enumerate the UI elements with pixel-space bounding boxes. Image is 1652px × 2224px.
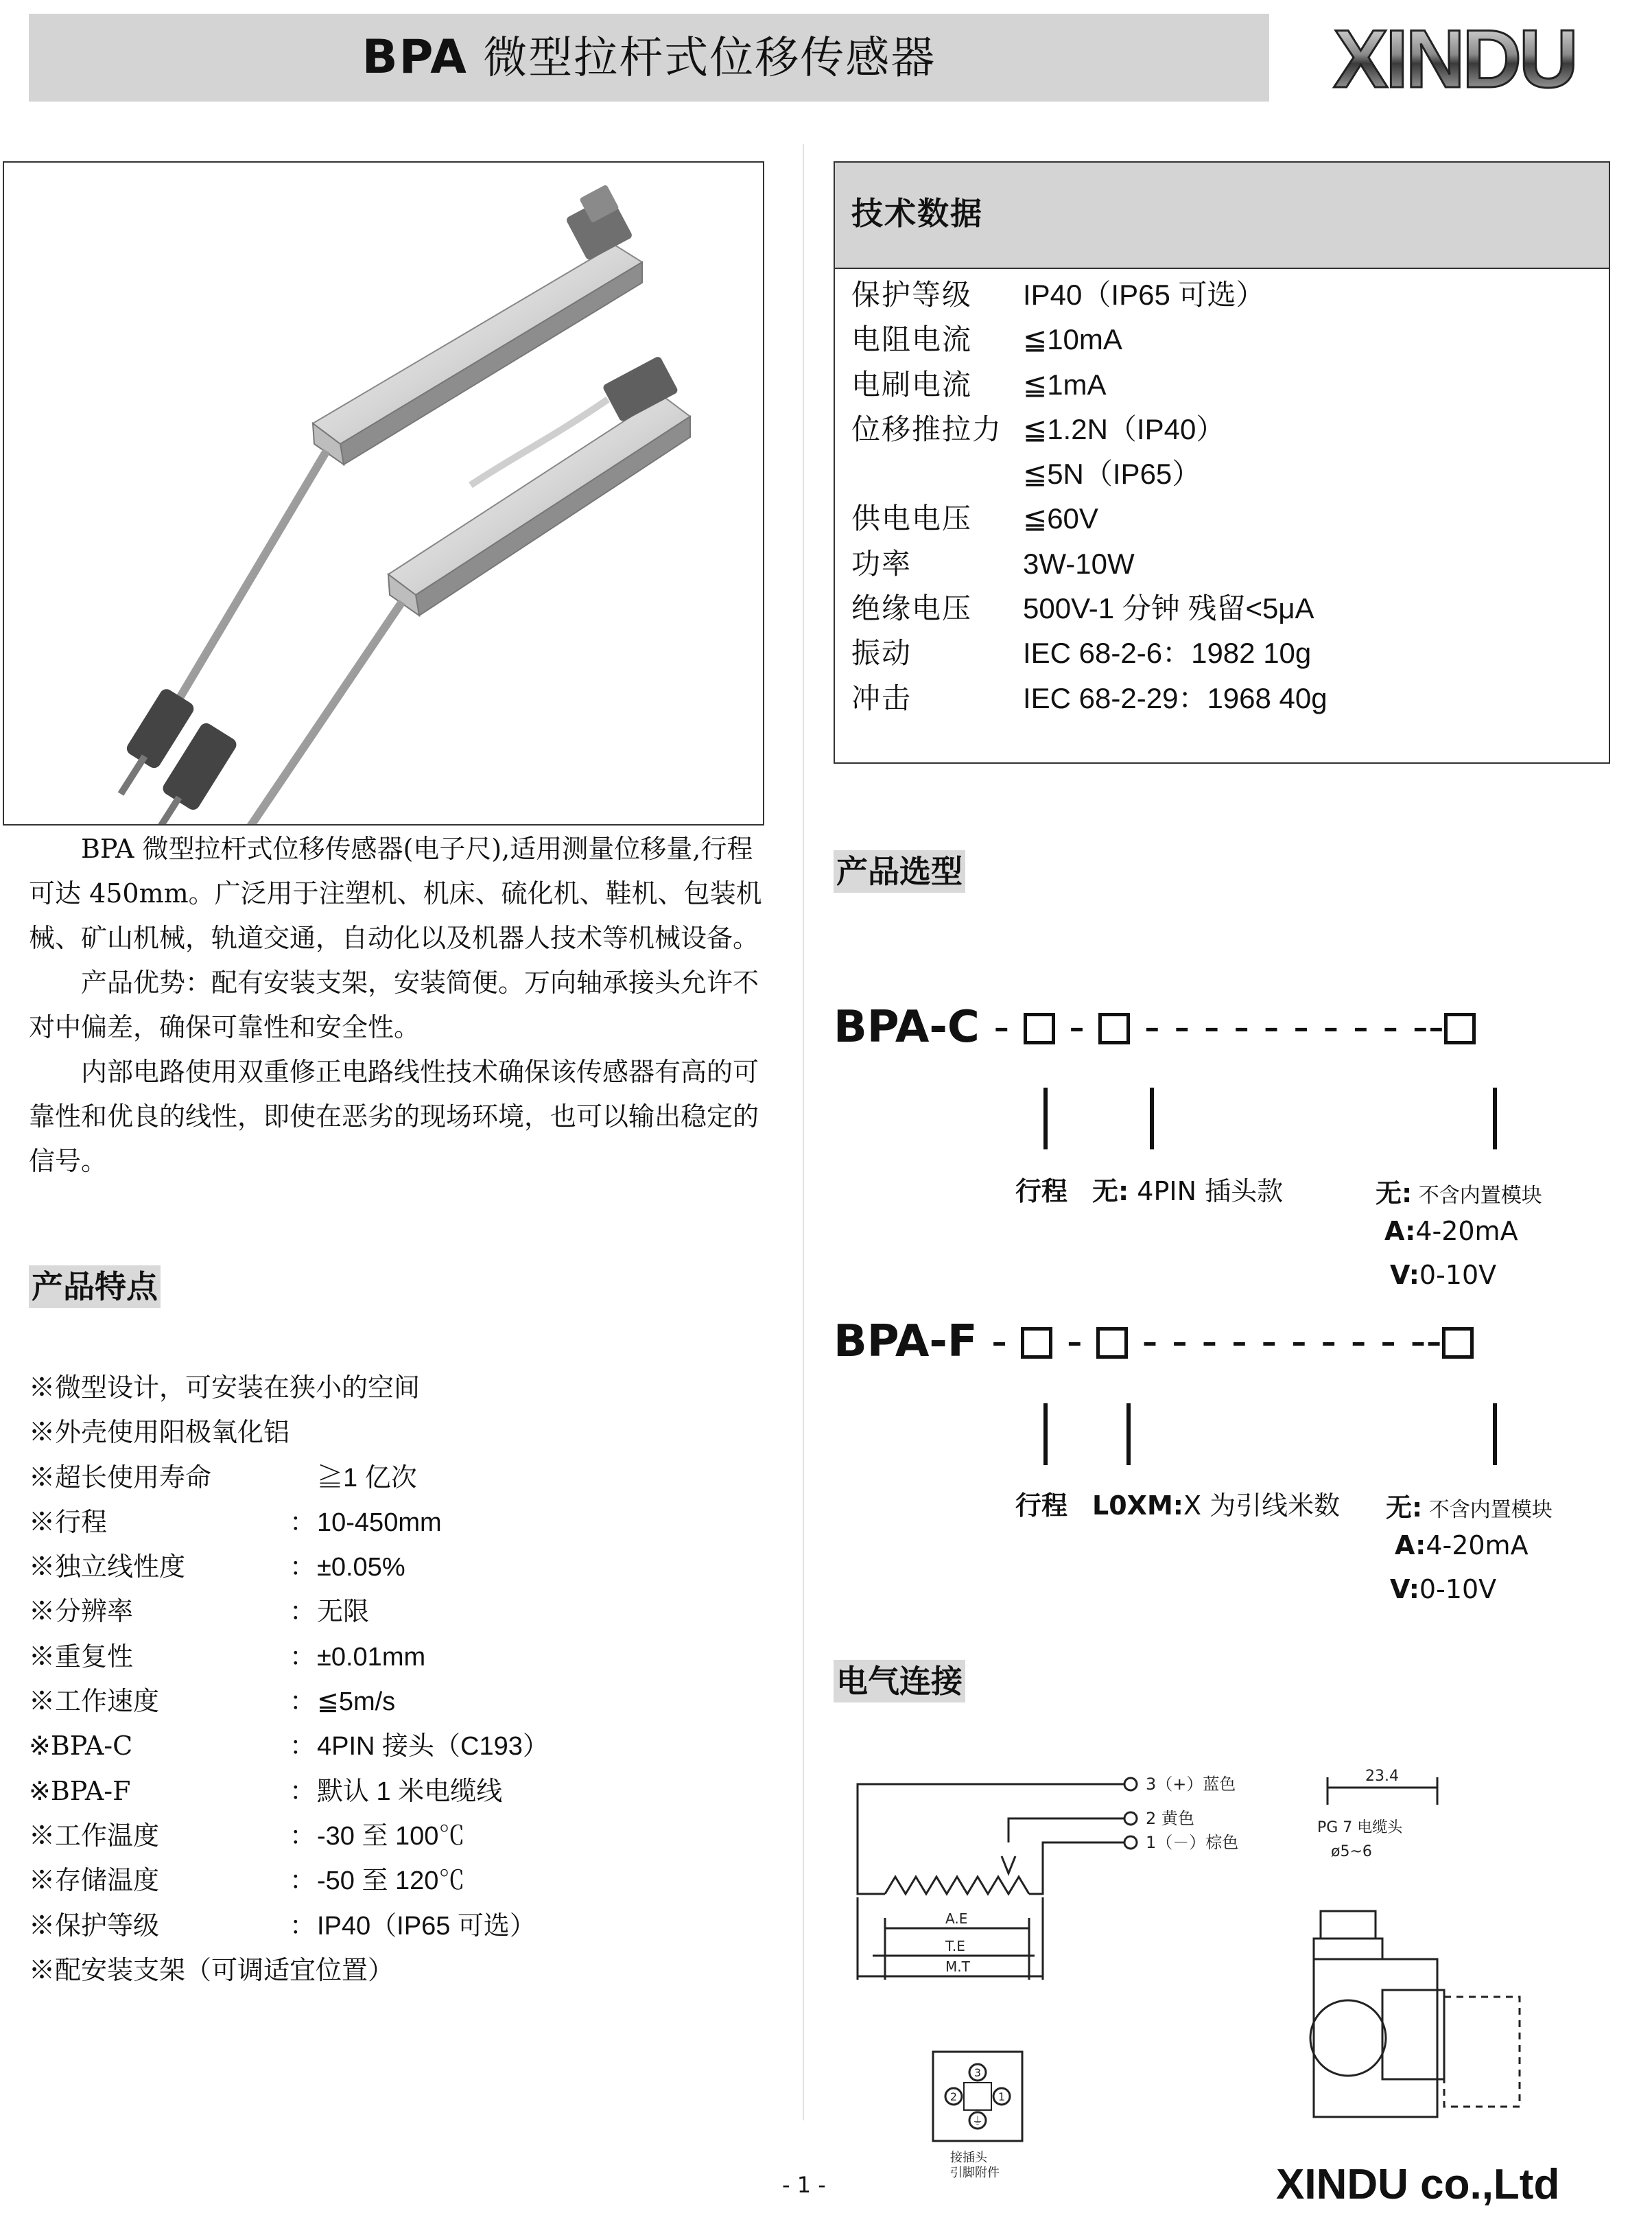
pin3-label: 3（+）蓝色: [1146, 1775, 1236, 1794]
tech-value: IEC 68-2-29：1968 40g: [1023, 681, 1328, 714]
product-photo-drawing: [4, 163, 763, 824]
stroke-connector-line: [1043, 1403, 1048, 1465]
option-box: [1442, 1327, 1474, 1359]
brand-logo: [1303, 15, 1605, 104]
feature-label: ※重复性: [29, 1641, 134, 1672]
feature-label: ※外壳使用阳极氧化铝: [29, 1417, 290, 1448]
feature-label: ※行程: [29, 1506, 108, 1537]
intro-paragraph: BPA 微型拉杆式位移传感器(电子尺),适用测量位移量,行程可达 450mm。广泛用于注塑机、机床、硫化机、鞋机、包装机械、矿山机械，轨道交通，自动化以及机器人技术等机械设备。: [29, 834, 762, 953]
feature-label: ※工作温度: [29, 1820, 160, 1851]
selection-heading: 产品选型: [834, 850, 965, 893]
electrical-heading: 电气连接: [834, 1660, 965, 1702]
model-f-module-a: A:4-20mA: [1395, 1530, 1529, 1560]
tech-row: [851, 676, 1328, 721]
feature-label: ※配安装支架（可调适宜位置）: [29, 1954, 394, 1985]
feature-item: [29, 1635, 777, 1679]
tech-row: [851, 317, 1328, 362]
page-number: - 1 -: [782, 2172, 826, 2198]
feature-value: 4PIN 接头（C193）: [317, 1732, 549, 1761]
feature-label: ※BPA-C: [29, 1731, 133, 1761]
intro-text: [29, 827, 777, 1184]
feature-value: -30 至 100℃: [317, 1821, 465, 1851]
te-label: T.E: [945, 1938, 965, 1954]
feature-item: [29, 1948, 777, 1993]
dim-width-label: 23.4: [1365, 1768, 1399, 1785]
module-connector-line: [1493, 1088, 1497, 1149]
feature-colon: ：: [290, 1820, 316, 1851]
tech-data-header: [835, 163, 1609, 269]
sensor-f-image: [155, 355, 690, 824]
title-model: BPA: [362, 30, 468, 84]
feature-label: ※工作速度: [29, 1686, 160, 1717]
pin1-label: 1（－）棕色: [1146, 1833, 1239, 1852]
model-f-module-none: 无: 不含内置模块: [1386, 1493, 1553, 1523]
model-c-option: 无: 4PIN 插头款: [1092, 1176, 1284, 1206]
feature-value: ±0.05%: [317, 1553, 405, 1582]
tech-value: ≦1mA: [1023, 368, 1107, 401]
intro-paragraph: 产品优势：配有安装支架，安装简便。万向轴承接头允许不对中偏差，确保可靠性和安全性。: [29, 968, 759, 1042]
tech-row: [851, 362, 1328, 407]
logo-text: XINDU: [1333, 15, 1576, 104]
tech-data-rows: [851, 272, 1328, 721]
feature-item: [29, 1545, 777, 1589]
dimension-drawing: [1300, 1764, 1547, 2148]
model-c-name: BPA-C: [834, 1002, 980, 1053]
features-list: [29, 1366, 777, 1993]
pin-label: 1: [998, 2090, 1006, 2103]
pin2-label: 2 黄色: [1146, 1809, 1194, 1828]
tech-label: 电阻电流: [851, 323, 973, 357]
stroke-connector-line: [1043, 1088, 1048, 1149]
model-f-name: BPA-F: [834, 1316, 978, 1367]
option-connector-line: [1126, 1403, 1131, 1465]
tech-value: 3W-10W: [1023, 547, 1135, 580]
feature-item: [29, 1366, 777, 1410]
feature-label: ※超长使用寿命: [29, 1462, 212, 1493]
column-divider: [803, 144, 804, 2120]
feature-colon: ：: [290, 1506, 316, 1537]
feature-label: ※BPA-F: [29, 1775, 131, 1806]
model-code-c: BPA-C - - - - - - - - - - - --: [834, 1002, 1476, 1053]
tech-value: IEC 68-2-6：1982 10g: [1023, 637, 1312, 670]
page-title: [29, 14, 1269, 102]
feature-item: [29, 1724, 777, 1768]
tech-label: 位移推拉力: [851, 412, 1003, 446]
product-photo: [3, 161, 764, 826]
model-f-stroke: 行程: [1015, 1490, 1068, 1521]
model-dashes: - - - - - - - - - -: [1130, 1002, 1428, 1053]
feature-colon: ：: [290, 1596, 316, 1627]
model-f-module-v: V:0-10V: [1390, 1574, 1497, 1604]
model-c-module-v: V:0-10V: [1390, 1260, 1497, 1290]
feature-label: ※微型设计，可安装在狭小的空间: [29, 1372, 421, 1403]
feature-colon: ：: [290, 1641, 316, 1672]
tech-label: 供电电压: [851, 502, 973, 536]
wiring-diagram: [844, 1753, 1324, 1980]
feature-value: ≧1 亿次: [317, 1463, 417, 1493]
connector-pinout: [926, 2045, 1036, 2182]
feature-item: [29, 1410, 777, 1455]
intro-paragraph: 内部电路使用双重修正电路线性技术确保该传感器有高的可靠性和优良的线性，即使在恶劣的现场环境，也可以输出稳定的信号。: [29, 1057, 759, 1176]
tech-row: [851, 452, 1328, 496]
model-f-option: L0XM:X 为引线米数: [1092, 1490, 1341, 1521]
tech-value: ≦5N（IP65）: [1023, 458, 1201, 491]
tech-row: [851, 541, 1328, 586]
option-box: [1096, 1327, 1128, 1359]
mt-label: M.T: [945, 1958, 970, 1975]
tech-label: 冲击: [851, 681, 912, 715]
ae-label: A.E: [945, 1910, 968, 1927]
tech-label: 绝缘电压: [851, 592, 973, 626]
model-c-stroke: 行程: [1015, 1176, 1068, 1206]
option-box: [1444, 1013, 1476, 1044]
tech-data-heading: 技术数据: [851, 195, 983, 232]
tech-label: 电刷电流: [851, 367, 973, 401]
company-name: XINDU co.,Ltd: [1276, 2161, 1560, 2208]
option-box: [1024, 1013, 1055, 1044]
tech-value: ≦60V: [1023, 502, 1098, 535]
feature-colon: ：: [290, 1686, 316, 1717]
tech-row: [851, 272, 1328, 317]
feature-value: IP40（IP65 可选）: [317, 1911, 536, 1941]
feature-value: 默认 1 米电缆线: [317, 1777, 503, 1806]
feature-item: [29, 1904, 777, 1948]
tech-value: ≦1.2N（IP40）: [1023, 412, 1225, 445]
tech-label: 振动: [851, 636, 912, 670]
tech-data-table: [834, 161, 1610, 764]
feature-item: [29, 1858, 777, 1903]
selection-heading-wrap: [834, 851, 965, 892]
feature-colon: ：: [290, 1552, 316, 1582]
feature-item: [29, 1500, 777, 1545]
feature-value: 10-450mm: [317, 1508, 442, 1537]
connector-caption: 接插头: [950, 2151, 987, 2165]
option-box: [1021, 1327, 1052, 1359]
feature-colon: ：: [290, 1775, 316, 1806]
feature-value: ±0.01mm: [317, 1642, 426, 1672]
feature-label: ※独立线性度: [29, 1552, 186, 1582]
feature-item: [29, 1814, 777, 1858]
tech-row: [851, 496, 1328, 541]
connector-caption: 引脚附件: [950, 2166, 1000, 2180]
feature-value: ≦5m/s: [317, 1687, 396, 1717]
feature-label: ※分辨率: [29, 1596, 134, 1627]
model-dashes: - - - - - - - - - -: [1128, 1316, 1426, 1367]
feature-colon: ：: [290, 1731, 316, 1761]
option-connector-line: [1150, 1088, 1154, 1149]
features-heading: 产品特点: [29, 1265, 161, 1308]
option-box: [1098, 1013, 1130, 1044]
model-c-module-a: A:4-20mA: [1384, 1216, 1518, 1246]
module-connector-line: [1493, 1403, 1497, 1465]
tech-label: 保护等级: [851, 278, 973, 312]
tech-row: [851, 586, 1328, 631]
feature-label: ※存储温度: [29, 1865, 160, 1896]
feature-value: -50 至 120℃: [317, 1866, 465, 1896]
cable-gland-label: PG 7 电缆头: [1317, 1819, 1403, 1836]
ground-icon: ⏚: [971, 2114, 984, 2127]
feature-value: 无限: [317, 1597, 370, 1627]
model-code-f: BPA-F - - - - - - - - - - - --: [834, 1316, 1474, 1367]
feature-item: [29, 1679, 777, 1724]
feature-item: [29, 1769, 777, 1814]
feature-colon: ：: [290, 1865, 316, 1896]
feature-colon: ：: [290, 1910, 316, 1941]
feature-item: [29, 1455, 777, 1500]
tech-value: IP40（IP65 可选）: [1023, 279, 1265, 311]
feature-label: ※保护等级: [29, 1910, 160, 1941]
tech-value: 500V-1 分钟 残留<5μA: [1023, 592, 1314, 625]
tech-label: 功率: [851, 546, 912, 581]
model-c-module-none: 无: 不含内置模块: [1376, 1178, 1542, 1208]
title-rest: 微型拉杆式位移传感器: [467, 33, 936, 84]
cable-diameter-label: ø5~6: [1331, 1843, 1372, 1860]
pin-label: 3: [974, 2066, 982, 2079]
pin-label: 2: [949, 2090, 958, 2103]
tech-value: ≦10mA: [1023, 323, 1122, 356]
feature-item: [29, 1589, 777, 1634]
features-heading-wrap: [29, 1266, 161, 1307]
tech-row: [851, 407, 1328, 452]
tech-row: [851, 631, 1328, 675]
electrical-heading-wrap: [834, 1661, 965, 1702]
